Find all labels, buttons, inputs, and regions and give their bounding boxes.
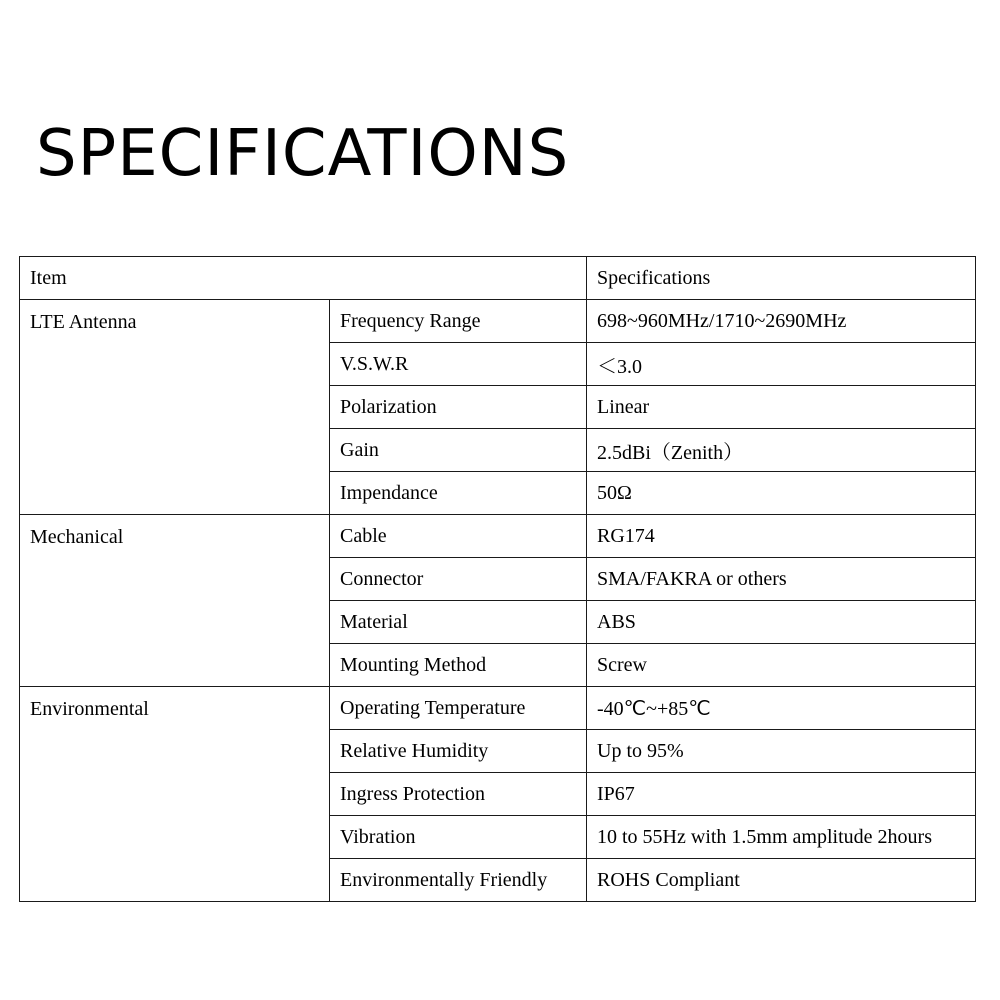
value-cell: 10 to 55Hz with 1.5mm amplitude 2hours bbox=[587, 816, 976, 859]
param-cell: Polarization bbox=[330, 386, 587, 429]
value-cell: ＜3.0 bbox=[587, 343, 976, 386]
param-cell: V.S.W.R bbox=[330, 343, 587, 386]
table-row bbox=[20, 515, 976, 558]
table-header-row bbox=[20, 257, 976, 300]
value-cell: 50Ω bbox=[587, 472, 976, 515]
value-cell: Screw bbox=[587, 644, 976, 687]
value-cell: 698~960MHz/1710~2690MHz bbox=[587, 300, 976, 343]
group-label-mechanical: Mechanical bbox=[20, 515, 330, 687]
param-cell: Environmentally Friendly bbox=[330, 859, 587, 902]
table-row bbox=[20, 300, 976, 343]
value-cell: SMA/FAKRA or others bbox=[587, 558, 976, 601]
param-cell: Cable bbox=[330, 515, 587, 558]
param-cell: Vibration bbox=[330, 816, 587, 859]
table-row bbox=[20, 687, 976, 730]
param-cell: Material bbox=[330, 601, 587, 644]
group-label-environmental: Environmental bbox=[20, 687, 330, 902]
value-cell: 2.5dBi（Zenith） bbox=[587, 429, 976, 472]
value-cell: -40℃~+85℃ bbox=[587, 687, 976, 730]
page-title: SPECIFICATIONS bbox=[36, 117, 570, 191]
specifications-table bbox=[19, 256, 976, 902]
header-specifications: Specifications bbox=[587, 257, 976, 300]
value-cell: Up to 95% bbox=[587, 730, 976, 773]
param-cell: Operating Temperature bbox=[330, 687, 587, 730]
value-cell: ROHS Compliant bbox=[587, 859, 976, 902]
param-cell: Relative Humidity bbox=[330, 730, 587, 773]
group-label-lte-antenna: LTE Antenna bbox=[20, 300, 330, 515]
param-cell: Ingress Protection bbox=[330, 773, 587, 816]
param-cell: Frequency Range bbox=[330, 300, 587, 343]
header-item: Item bbox=[20, 257, 587, 300]
value-cell: ABS bbox=[587, 601, 976, 644]
param-cell: Mounting Method bbox=[330, 644, 587, 687]
value-cell: IP67 bbox=[587, 773, 976, 816]
param-cell: Gain bbox=[330, 429, 587, 472]
param-cell: Impendance bbox=[330, 472, 587, 515]
param-cell: Connector bbox=[330, 558, 587, 601]
value-cell: RG174 bbox=[587, 515, 976, 558]
value-cell: Linear bbox=[587, 386, 976, 429]
